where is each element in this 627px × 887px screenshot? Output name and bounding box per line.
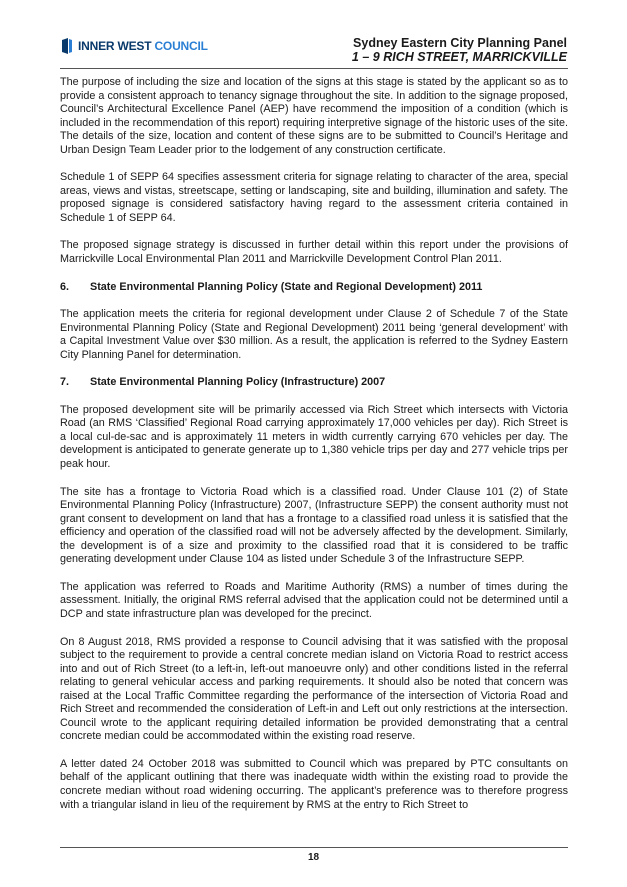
council-logo-text bbox=[78, 38, 208, 54]
page-header bbox=[0, 0, 627, 76]
paragraph-rms-response: On 8 August 2018, RMS provided a response to Council advising that it was satisfied with the proposal subject to the requirement to provide a central concrete median island on Victoria Road to restrict access into and out of Rich Street (to a left-in, left-out manoeuvre only) and other conditions listed in the referral relating to general vehicular access and parking requirements. It should also be noted that concern was raised at the Local Traffic Committee regarding the performance of the intersection of Victoria Road and Rich Street and recommended the consideration of Left-in and Left out only restrictions at the intersection. Council wrote to the applicant requiring detailed information be provided demonstrating that a central concrete median could be accommodated within the existing road reserve. bbox=[60, 635, 568, 743]
heading-6-number: 6. bbox=[60, 280, 70, 293]
paragraph-site-access: The proposed development site will be primarily accessed via Rich Street which intersects with Victoria Road (an RMS ‘Classified’ Regional Road carrying approximately 17,000 vehicles per day). Rich Street is a local cul-de-sac and is approximately 11 meters in width currently carrying 670 vehicles per day. The development is anticipated to generate generate up to 1,380 vehicle trips per day and 277 vehicle trips per peak hour. bbox=[60, 403, 568, 471]
paragraph-sepp64-criteria: Schedule 1 of SEPP 64 specifies assessment criteria for signage relating to character of the area, special areas, views and vistas, streetscape, setting or landscaping, site and building, illumination and safety. The proposed signage is considered satisfactory having regard to the assessment criteria contained in Schedule 1 of SEPP 64. bbox=[60, 171, 568, 224]
header-divider bbox=[60, 68, 568, 69]
page-number: 18 bbox=[307, 852, 320, 863]
council-logo-icon bbox=[60, 38, 74, 54]
logo-text-inner-west: INNER WEST bbox=[78, 39, 155, 53]
document-body bbox=[60, 76, 568, 826]
paragraph-signage-strategy: The proposed signage strategy is discussed in further detail within this report under the provisions of Marrickville Local Environmental Plan 2011 and Marrickville Development Control Plan 2011. bbox=[60, 239, 568, 266]
heading-7-text: State Environmental Planning Policy (Infrastructure) 2007 bbox=[90, 376, 386, 389]
footer-divider bbox=[60, 847, 568, 848]
logo-text-council: COUNCIL bbox=[154, 39, 208, 53]
site-address: 1 – 9 RICH STREET, MARRICKVILLE bbox=[351, 50, 567, 64]
header-title-block bbox=[352, 36, 567, 64]
heading-6-text: State Environmental Planning Policy (State and Regional Development) 2011 bbox=[90, 280, 483, 293]
panel-title: Sydney Eastern City Planning Panel bbox=[353, 36, 567, 50]
paragraph-ptc-letter: A letter dated 24 October 2018 was submitted to Council which was prepared by PTC consultants on behalf of the applicant outlining that there was inadequate width within the existing road to provide the concrete median without road widening occurring. The applicant’s preference was to therefore progress with a triangular island in lieu of the requirement by RMS at the entry to Rich Street to bbox=[60, 757, 568, 811]
paragraph-classified-road: The site has a frontage to Victoria Road which is a classified road. Under Clause 101 (2) of State Environmental Planning Policy (Infrastructure) 2007, (Infrastructure SEPP) the consent authority must not grant consent to development on land that has a frontage to a classified road unless it is satisfied that the efficiency and operation of the classified road will not be adversely affected by the development. Similarly, the development is of a size and proximity to the classified road that it is considered to be traffic generating development under Clause 104 as listed under Schedule 3 of the Infrastructure SEPP. bbox=[60, 485, 568, 566]
heading-section-6 bbox=[60, 281, 568, 295]
paragraph-signage-purpose: The purpose of including the size and location of the signs at this stage is stated by the applicant so as to provide a consistent approach to tenancy signage throughout the site. In addition to the signage proposed, Council’s Architectural Excellence Panel (AEP) have recommend the imposition of a condition (which is included in the recommendation of this report) requiring interpretive signage of the historic uses of the site. The details of the size, location and content of these signs are to be submitted to Council’s Heritage and Urban Design Team Leader prior to the lodgement of any construction certificate. bbox=[60, 76, 568, 156]
paragraph-rms-referral: The application was referred to Roads and Maritime Authority (RMS) a number of times during the assessment. Initially, the original RMS referral advised that the application could not be determined until a DCP and state infrastructure plan was developed for the precinct. bbox=[60, 580, 568, 620]
heading-7-number: 7. bbox=[60, 376, 70, 389]
paragraph-regional-development: The application meets the criteria for regional development under Clause 2 of Schedule 7 of the State Environmental Planning Policy (State and Regional Development) 2011 being ‘general development’ with a Capital Investment Value over $30 million. As a result, the application is referred to the Sydney Eastern City Planning Panel for determination. bbox=[60, 308, 568, 361]
heading-section-7 bbox=[60, 376, 568, 390]
council-logo bbox=[60, 38, 208, 54]
